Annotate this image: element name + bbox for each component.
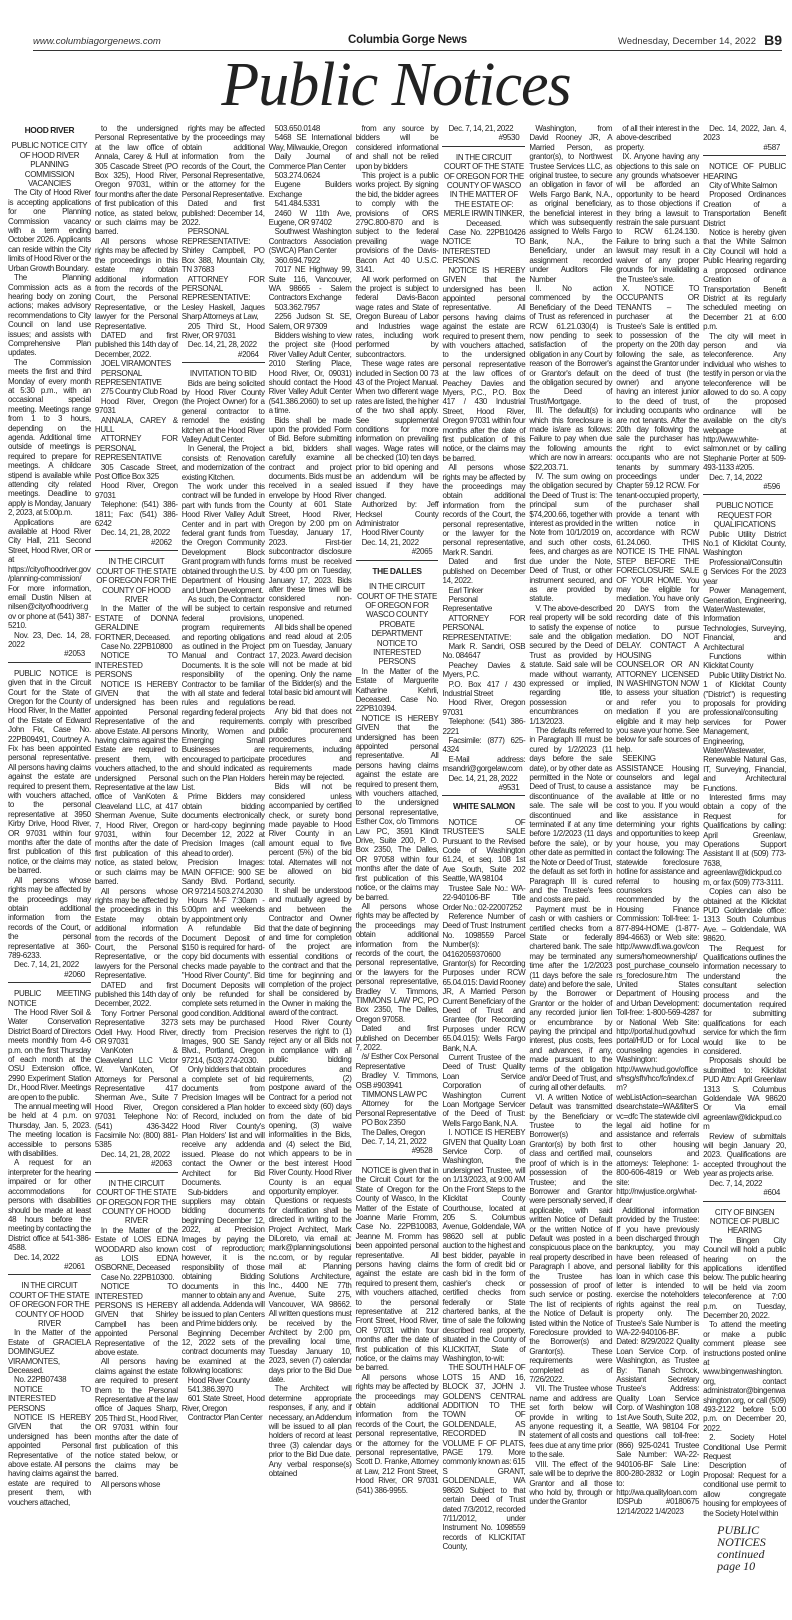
notice-paragraph: Dec. 14, 21, 28, 2022 [100,528,170,538]
notice-paragraph: The Hood River Soil & Water Conservation District Board of Directors meets monthly from 4-6 p.m. on the first Thursday of each month at the OSU Extension office, 2990 Experiment Station Dr., Hood River. Meetings are open to the public. [8,1007,91,1102]
notice-paragraph: Attorney for the Personal Representative [355,1099,439,1118]
section-title: Public Notices [221,51,571,119]
notice-paragraph: Additional information provided by the Trustee: If you have previously been discharged through bankruptcy, you may have been released of personal liability for this loan in which case this letter is intended to exercise the noteholders rights against the real property only. The Trustee's Sale Number is WA-22-940106-BF. Dated: 8/29/2022 Quality Loan Service Corp. of Washington, as Trustee By: Tianah Schrock, Assistant Secretary Trustee's Address: Quality Loan Service Corp. of Washington 108 1st Ave South, Suite 202, Seattle, WA 98104 For questions call toll-free: (866) 925-0241 Trustee Sale Number: WA-22-940106-BF Sale Line: 800-280-2832 or Login to: http://wa.qualityloan.com IDSPub #0180675 12/14/2022 1/4/2023 [616,1205,700,1516]
notice-paragraph: The defaults referred to in Paragraph III must be cured by 1/2/2023 (11 days before the sale date), or by other date as permitted in the Note or Deed of Trust, to cause a discontinuance of the sale. The sale will be discontinued and terminated if at any time before 1/2/2023 (11 days before the sale), or by other date as permitted in the Note or Deed of Trust, the default as set forth in Paragraph III is cured and the Trustee's fees and costs are paid. [529,726,613,905]
notice-paragraph: Dec. 7, 14, 2022 [709,472,763,482]
notice-number: #2063 [95,1159,178,1172]
notice-paragraph: Bidders wishing to view the project site (Hood River Valley Adult Center, 2010 Sterling Place, Hood River, Or, 09031) should contact the Hood River Valley Adult Center (541.386.2060) to set up a time. [268,330,352,416]
continued-note: PUBLIC NOTICES continued page 10 [717,1522,766,1573]
notice-paragraph: In the Matter of the ESTATE of DONNA GERALDINE FORTNER, Deceased. [94,604,178,642]
notice-paragraph: Functions within Klickitat County [703,651,787,671]
notice-paragraph: 7017 NE Highway 99, Suite 116, Vancouver, WA 98665 - Salem Contractors Exchange [268,265,352,303]
notice-paragraph: All persons whose rights may be affected by the proceedings in this estate may obtain additional information from the records of the Court, the Personal Representative, or the lawyer for the Personal Representative. [94,236,178,331]
notice-paragraph: 503.362.7957 [274,302,321,312]
notice-paragraph: Bids will not be considered unless accompanied by certified check, or surety bond made payable to Hood River County in an amount equal to five percent (5%) of the bid total. Alternates will not be allowed on bid security. [268,782,352,886]
notice-paragraph: 5468 SE International Way, Milwaukie, Oregon [268,133,352,152]
notice-paragraph: I. NOTICE IS HEREBY GIVEN that Quality Loan Service Corp. of Washington, the undersigned Trustee, will on 1/13/2023, at 9:00 AM On the Front Steps to the Klickitat County Courthouse, located at 205 S. Columbus Avenue, Goldendale, WA 98620 sell at public auction to the highest and best bidder, payable in the form of credit bid or cash bid in the form of cashier's check or certified checks from federally or State chartered banks, at the time of sale the following described real property, situated in the County of KLICKITAT, State of Washington, to-wit: [442,1128,526,1363]
notice-heading: CITY OF BINGEN NOTICE OF PUBLIC HEARING [709,1207,780,1236]
notice-paragraph: Dec. 14, 21, 28, 2022 [187,340,257,350]
notice-number: #2053 [8,649,91,662]
notice-paragraph: NOTICE TO INTERESTED PERSONS [8,1384,91,1413]
notice-paragraph: Copies can also be obtained at the Klickitat PUD Goldendale office: 1313 South Columbus Ave. – Goldendale, WA 98620. [703,887,787,944]
notice-number: #2064 [182,350,265,363]
notice-paragraph: Public Utility District No.1 of Klickitat County, Washington [703,529,787,558]
notice-paragraph: The Dalles, Oregon [361,1127,425,1137]
notice-paragraph: It shall be understood and mutually agreed by and between the Contractor and Owner that the date of beginning and time for completion of the project are essential conditions of the contract and that the time for beginning and completion of the project shall be considered by the Owner in making the award of the contract. [268,885,352,1018]
notice-number: #587 [703,143,786,156]
notice-paragraph: Tony Fortner Personal Representative 3273 Odell Hwy. Hood River, OR 97031 [94,1008,178,1046]
notice-paragraph: IX. Anyone having any objections to this sale on any grounds whatsoever will be afforded an opportunity to be heard as to those objections if they bring a lawsuit to restrain the sale pursuant to RCW 61.24.130. Failure to bring such a lawsuit may result in a waiver of any proper grounds for invalidating the Trustee's sale. [616,152,700,284]
notice-heading: INVITATION TO BID [189,369,257,379]
notice-paragraph: Telephone: (541) 386-1811; Fax: (541) 386-6242 [94,500,178,529]
notice-paragraph: A request for an interpreter for the hearing impaired or for other accommodations for persons with disabilities should be made at least 48 hours before the meeting by contacting the District office at 541-386-4588. [8,1158,91,1253]
notice-paragraph: Dec. 7, 14, 21, 2022 [448,124,514,133]
notice-paragraph: DATED and first published this 14th day of December, 2022. [94,330,178,359]
notice-paragraph: Sub-bidders and suppliers may obtain bidding documents beginning December 12, 2022, at Precision Images by paying the cost of reproduction; however, it is the responsibility of those obtaining Bidding documents in this manner to obtain any and all addenda. Addenda will be issued to plan Centers and Prime bidders only. [181,1187,265,1329]
newspaper-name: Columbia Gorge News [348,34,467,46]
region-heading: HOOD RIVER [24,125,75,135]
notice-paragraph: Hood River, Oregon 97031 [94,481,178,500]
notice-paragraph: Dated and first published on December 14, 2022. [442,557,526,586]
notice-paragraph: PUBLIC MEETING NOTICE [8,989,91,1008]
page-number: B9 [764,32,782,48]
notice-paragraph: Hood River County reserves the right to (1) reject any or all Bids not in compliance with all public bidding procedures and requirements, (2) postpone award of the Contract for a period not to exceed sixty (60) days from the date of bid opening, (3) waive informalities in the Bids, and (4) select the Bid, which appears to be in the best interest Hood River County. Hood River County is an equal opportunity employer. [268,1017,352,1196]
notice-paragraph: This project is a public works project. By signing the bid, the bidder agrees to comply with the provisions of ORS 279C.800-870 and is subject to the federal prevailing wage provisions of the Davis-Bacon Act 40 U.S.C. 3141. [355,171,439,275]
notice-number: #2062 [95,538,178,551]
notice-paragraph: 601 State Street, Hood River, Oregon [181,1394,265,1413]
notice-paragraph: 503.274.0624 [274,171,321,181]
notice-paragraph: II. No action commenced by the Beneficiary of the Deed of Trust as referenced in RCW 61.21.030(4) is now pending to seek satisfaction of the obligation in any Court by reason of the Borrower's or Grantor's default on the obligation secured by the Deed of Trust/Mortgage. [529,283,613,406]
notice-paragraph: Proposals should be submitted to: Klickitat PUD Attn: April Greenlaw 1313 S. Columbus Goldendale WA 98620 Or Via email agreenlaw@klickpud.com [703,1056,787,1132]
notice-paragraph: ATTORNEY FOR PERSONAL REPRESENTATIVE: [442,613,526,642]
notice-paragraph: from any source by bidders will be considered informational and shall not be relied upon by bidders [355,124,439,171]
notice-paragraph: The work under this contract will be funded in part with funds from the Hood River Valley Adult Center and in part with federal grant funds from the Oregon Community Development Block Grant program with funds obtained through the U.S. Department of Housing and Urban Development. [181,482,265,595]
notice-paragraph: Prime Bidders may obtain bidding documents electronically or hard-copy beginning December 12, 2022 at Precision Images (call ahead to order). [181,792,265,858]
notice-paragraph: Only bidders that obtain a complete set of bid documents from Precision Images will be considered a Plan holder of Record, included on Hood River County's Plan Holders' list and will receive any addenda issued. Please do not contact the Owner or Architect for Bid Documents. [181,1065,265,1188]
notice-paragraph: Any bid that does not comply with prescribed public procurement procedures and requirements, including procedures and requirements made herein may be rejected. [268,707,352,783]
notice-paragraph: Contractor Plan Center [187,1413,263,1423]
notice-paragraph: X. NOTICE TO OCCUPANTS OR TENANTS – The purchaser at the Trustee's Sale is entitled to possession of the property on the 20th day following the sale, as against the Grantor under the deed of trust (the owner) and anyone having an interest junior to the deed of trust, including occupants who are not tenants. After the 20th day following the sale the purchaser has the right to evict occupants who are not tenants by summary proceedings under Chapter 59.12 RCW. For tenant-occupied property, the purchaser shall provide a tenant with written notice in accordance with RCW 61.24.060. THIS NOTICE IS THE FINAL STEP BEFORE THE FORECLOSURE SALE OF YOUR HOME. You may be eligible for mediation. You have only 20 DAYS from the recording date of this notice to pursue mediation. DO NOT DELAY. CONTACT A HOUSING COUNSELOR OR AN ATTORNEY LICENSED IN WASHINGTON NOW to assess your situation and refer you to mediation if you are eligible and it may help you save your home. See below for safe sources of help. [616,283,700,754]
notice-paragraph: All persons whose rights may be affected by the proceedings may obtain additional information from the records of the court, the personal representative, or the lawyers for the personal representative, Bradley V. Timmons, TIMMONS LAW PC, PO Box 2350, The Dalles, Oregon 97058. [355,901,439,1024]
notice-paragraph: Public Utility District No. 1 of Klickitat County ("District") is requesting proposals for providing professional/consulting services for Power Management, Engineering, Water/Wastewater, Renewable Natural Gas, IT, Surveying, Financial, and Architectural Functions. [703,670,787,793]
notice-paragraph: to the undersigned Personal Representative at the law office of Annala, Carey & Hull at 305 Cascade Street (PO Box 325), Hood River, Oregon 97031, within four months after the date of first publication of this notice, as stated below, or such claims may be barred. [94,124,178,237]
notice-paragraph: The Bingen City Council will hold a public hearing on the applications identified below. The public hearing will be held via zoom teleconference at 7:00 p.m. on Tuesday, December 20, 2022. [703,1235,787,1320]
region-heading: THE DALLES [372,565,422,576]
notice-paragraph: Telephone: (541) 386-2221 [442,717,526,736]
notice-paragraph: 541.386.3970 [187,1385,234,1395]
notice-paragraph: In the Matter of the Estate of Marguerite Katharine Kehrli, Deceased. Case No. 22PB10394. [355,666,439,714]
notice-paragraph: The City of Hood River is accepting applications for one Planning Commission vacancy with a term ending October 2026. Applicants can reside within the City limits of Hood River or the Urban Growth Boundary. [8,188,91,273]
notice-paragraph: NOTICE is given that in the Circuit Court for the State of Oregon for the County of Wasco, In the Matter of the Estate of Joanne Marie Fromm, Case No. 22PB10083, Jeanne M. Fromm has been appointed personal representative. All persons having claims against the estate are required to present them, with vouchers attached, to the personal representative at 212 Front Street, Hood River, OR 97031 within four months after the date of first publication of this notice, or the claims may be barred. [355,1165,439,1373]
notice-paragraph: Power Management, Generation, Engineering, Water/Wastewater, Information Technologies, Surveying, Financial, and Architectural [703,586,787,652]
notice-paragraph: Case No. 22PB10426 NOTICE TO INTERESTED PERSONS [442,228,526,266]
notice-paragraph: NOTICE TO INTERESTED PERSONS IS HEREBY GIVEN that Shirley Campbell has been appointed Personal Representative of the above estate. [94,1282,178,1357]
notice-paragraph: Bradley V. Timmons, OSB #903941 [355,1071,439,1090]
notice-paragraph: NOTICE OF TRUSTEE'S SALE Pursuant to the Revised Code of Washington 61.24, et seq. 108 1st Ave South, Suite 202 Seattle, WA 98104 [442,817,526,884]
notice-paragraph: PUBLIC NOTICE is given that in the Circuit Court for the State of Oregon for the County of Hood River, In the Matter of the Estate of Edward John Fix, Case No. 22PB09491, Courtney A. Fix has been appointed personal representative. All persons having claims against the estate are required to present them, with vouchers attached, to the personal representative at 3950 Kirby Drive, Hood River, OR 97031 within four months after the date of first publication of this notice, or the claims may be barred. [8,668,91,876]
notice-heading: PUBLIC NOTICE CITY OF HOOD RIVER PLANNING COMMISSION VACANCIES [11,141,88,189]
notice-number: #2061 [8,1262,91,1275]
notice-paragraph: rights may be affected by the proceedings may obtain additional information from the records of the Court, the Personal Representative, or the attorney for the Personal Representative. [181,124,265,199]
notice-paragraph: 2460 W 11th Ave, Eugene, OR 97402 [268,208,352,228]
notice-paragraph: PO Box 2350 [361,1118,406,1128]
column-4 [269,124,352,1479]
notice-paragraph: To attend the meeting or make a public comment please see instructions posted online at www.bingenwashington.org, contact administrator@bingenwashington.org, or call (509) 493-2122 before 5:00 p.m. on December 20, 2022. [703,1320,787,1433]
notice-paragraph: Dec. 7, 14, 21, 2022 [14,960,79,970]
notice-paragraph: All persons whose rights may be affected by the proceedings may obtain additional information from the records of the Court, the personal representative, or the attorney for the personal representative, Scott D. Franke, Attorney at Law, 212 Front Street, Hood River, OR 97031 (541) 386-9955. [355,1372,439,1495]
notice-paragraph: V. The above-described real property will be sold to satisfy the expense of sale and the obligation secured by the Deed of Trust as provided by statute. Said sale will be made without warranty, expressed or implied, regarding title, possession or encumbrances on 1/13/2023. [529,603,613,726]
notice-paragraph: NOTICE IS HEREBY GIVEN that the undersigned has been appointed Personal Representative of the above Estate. All persons having claims against the Estate are required to present them, with vouchers attached, to the undersigned Personal Representative at the law office of VanKoten & Cleaveland LLC, at 417 Sherman Avenue, Suite 7, Hood River, Oregon 97031, within four months after the date of first publication of this notice, as stated below, or such claims may be barred. [94,679,178,887]
notice-paragraph: The Architect will determine appropriate responses, if any, and if necessary, an Addendum will be issued to all plan holders of record at least three (3) calendar days prior to the Bid Due date. Any verbal response(s) obtained [268,1384,352,1479]
notice-paragraph: Southwest Washington Contractors Association (SWCA) Plan Center [268,227,352,256]
notice-paragraph: All persons whose rights may be affected by the proceedings in this Estate may obtain additional information from the records of the Court, the Personal Representative, or the lawyers for the Personal Representative. [94,886,178,981]
notice-paragraph: Professional/Consulting Services For the 2023 year [703,557,787,586]
notice-number: #2065 [356,547,439,560]
notice-paragraph: All persons having claims against the estate are required to present them to the Personal Representative at the law office of Jaques Sharp, 205 Third St., Hood River, OR 97031 within four months after the date of first publication of this notice stated below, or the claims may be barred. [94,1357,178,1480]
notice-paragraph: Dec. 14, 21, 2022 [361,537,419,547]
notice-paragraph: Washington, from David Rooney JR, A Married Person, as grantor(s), to Northwest Trustee Services LLC, as original trustee, to secure an obligation in favor of Wells Fargo Bank, N.A., as original beneficiary, the beneficial interest in which was subsequently assigned to Wells Fargo Bank, N.A., the Beneficiary, under an assignment recorded under Auditors File Number [529,124,613,284]
notice-paragraph: Case No. 22PB10800 [100,641,173,651]
notice-paragraph: Peachey Davies & Myers, P.C. [442,660,526,680]
notice-number: #9528 [356,1146,439,1159]
notice-paragraph: The Planning Commission acts as a hearing body on zoning actions; makes advisory recommendations to City Council on land use issues; and assists with Comprehensive Plan updates. [8,273,91,358]
notice-heading: NOTICE TO INTERESTED PERSONS [373,638,421,667]
notice-heading: IN THE CIRCUIT COURT OF THE STATE OF OREGON FOR THE COUNTY OF WASCO [443,152,524,191]
notice-columns [8,124,786,1572]
notice-paragraph: Interested firms may obtain a copy of the Request for Qualifications by calling: April Greenlaw, Operations Support Assistant II at (509) 773-7638, agreenlaw@klickpud.com, or fax (509) 773-3111. [703,793,787,887]
notice-number: #604 [703,1188,786,1201]
notice-paragraph: 503.650.0148 [274,124,321,133]
notice-paragraph: IV. The sum owing on the obligation secured by the Deed of Trust is: The principal sum of $74,200.66, together with interest as provided in the Note from 10/1/2019 on, and such other costs, fees, and charges as are due under the Note, Deed of Trust, or other instrument secured, and as are provided by statute. [529,472,613,604]
notice-paragraph: The Commission meets the first and third Monday of every month at 5:30 p.m., with an occasional special meeting. Meetings range from 1 to 3 hours, depending on the agenda. Additional time outside of meetings is required to prepare for meetings. A childcare stipend is available while attending city related meetings. Deadline to apply is Monday, January 2, 2023, at 5:00p.m. [8,357,91,518]
notice-paragraph: ATTORNEY FOR PERSONAL REPRESENTATIVE [94,434,178,463]
page-header [33,34,782,51]
notice-paragraph: PERSONAL REPRESENTATIVE: Shirley Campbell, PO Box 388, Mountain City, TN 37683 [181,227,265,275]
notice-paragraph: Dec. 7, 14, 2022 [709,1178,763,1188]
notice-paragraph: 305 Cascade Street, Post Office Box 325 [94,462,178,482]
notice-paragraph: Trustee Sale No.: WA-22-940106-BF Title Order No.: 02-22007252 [442,883,526,912]
notice-paragraph: Authorized by: Jeff Hecksel County Administrator [355,500,439,529]
notice-paragraph: Hood River, Oregon 97031 [94,396,178,416]
notice-paragraph: Applications are available at Hood River City Hall, 211 Second Street, Hood River, OR or at https://cityofhoodriver.gov/planning-commission/ For more information, email Dustin Nilsen at nilsen@cityofhoodriver.gov or phone at (541) 387-5210. [8,517,91,631]
notice-paragraph: All persons whose rights may be affected by the proceedings may obtain additional information from the records of the Court, the personal representative, or the lawyer for the personal representative, Mark R. Sandri. [442,463,526,557]
notice-paragraph: In the Matter of the Estate of GRACIELA DOMINGUEZ VIRAMONTES, Deceased. [8,1328,91,1375]
notice-paragraph: NOTICE TO INTERESTED PERSONS [94,651,178,680]
notice-paragraph: Notice is hereby given that the White Salmon City Council will hold a Public Hearing regarding a proposed ordinance Creation of a Transportation Benefit District at its regularly scheduled meeting on December 21 at 6:00 p.m. [703,228,787,332]
notice-paragraph: TIMMONS LAW PC [361,1090,428,1100]
notice-paragraph: 541.484.5331 [274,199,321,209]
notice-paragraph: SEEKING ASSISTANCE Housing counselors and legal assistance may be available at little or no cost to you. If you would like assistance in determining your rights and opportunities to keep your house, you may contact the following: The statewide foreclosure hotline for assistance and referral to housing counselors recommended by the Housing Finance Commission: Toll-free: 1-877-894-HOME (1-877-894-4663) or Web site: http://www.dfi.wa.gov/consumers/homeownership/post_purchase_counselors_foreclosure.htm The United States Department of Housing and Urban Development: Toll-free: 1-800-569-4287 or National Web Site: http://portal.hud.gov/hudportal/HUD or for Local counseling agencies in Washington: http://www.hud.gov/offices/hsg/sfh/hcc/fc/index.cfm?webListAction=searchandsearchstate=WA&filterSvc=dfc The statewide civil legal aid hotline for assistance and referrals to other housing counselors and attorneys: Telephone: 1-800-606-4819 or Web site: http://nwjustice.org/what-clear [616,754,700,1206]
notice-paragraph: Eugene Builders Exchange [268,180,352,199]
notice-paragraph: The city will meet in person and via teleconference. Any individual who wishes to testify in person or via the teleconference will be allowed to do so. A copy of the proposed ordinance will be available on the city's webpage at http://www.white-salmon.net or by calling Stephanie Porter at 509-493-1133 #205. [703,331,787,473]
notice-paragraph: Hood River, Oregon 97031 [442,698,526,717]
notice-paragraph: In General, the Project consists of: Renovation and modernization of the existing Kitchen. [181,444,265,482]
notice-paragraph: Payment must be in cash or with cashiers or certified checks from a State or federally chartered bank. The sale may be terminated any time after the 1/2/2023 (11 days before the sale date) and before the sale, by the Borrower or Grantor or the holder of any recorded junior lien or encumbrance by paying the principal and interest, plus costs, fees and advances, if any, made pursuant to the terms of the obligation and/or Deed of Trust, and curing all other defaults. [529,904,613,1093]
column-3 [182,124,265,1423]
column-8 [616,124,699,1516]
notice-paragraph: Beginning December 12, 2022 sets of the contract documents may be examined at the following locations: [181,1328,265,1376]
notice-paragraph: Hours M-F 7:30am - 5:00pm and weekends by appointment only [181,895,265,924]
notice-paragraph: Daily Journal of Commerce Plan Center [268,152,352,171]
notice-paragraph: 2256 Judson St. SE, Salem, OR 97309 [268,312,352,331]
notice-paragraph: Bids shall be made upon the provided Form of Bid. Before submitting a bid, bidders shall carefully examine all contract and project documents. Bids must be received in a sealed envelope by Hood River County at 601 State Street, Hood River, Oregon by 2:00 pm on Tuesday, January 17, 2023. First-tier subcontractor disclosure forms must be received by 4:00 pm on Tuesday, January 17, 2023. Bids after these times will be considered non-responsive and returned unopened. [268,415,352,623]
notice-paragraph: E-Mail address: msandri@gorgelaw.com [442,754,526,774]
notice-number: #9531 [442,783,525,796]
notice-paragraph: Dec. 14, 21, 28, 2022 [448,773,518,783]
notice-paragraph: Mark R. Sandri, OSB No. 084647 [442,641,526,661]
notice-paragraph: No. 22PB07438 [14,1375,67,1385]
notice-paragraph: As such, the Contractor will be subject to certain federal provisions, program requirements and reporting obligations as outlined in the Project Manual and Contract Documents. It is the sole responsibility of the Contractor to be familiar with all state and federal rules and regulations regarding federal projects and requirements. Minority, Women and Emerging Small Businesses are encouraged to participate and should indicated as such on the Plan Holders List. [181,594,265,793]
column-5 [356,124,439,1495]
notice-paragraph: 360.694.7922 [274,255,321,265]
notice-paragraph: Nov. 23, Dec. 14, 28, 2022 [8,630,91,649]
notice-number: #9530 [442,133,525,146]
notice-paragraph: All persons whose rights may be affected by the proceedings may obtain additional information from the records of the Court, or the personal representative at 360-789-6233. [8,875,91,960]
notice-paragraph: Dated and first published: December 14, 2022. [181,199,265,228]
notice-paragraph: Dec. 14, 2022 [14,1252,60,1262]
notice-paragraph: ANNALA, CAREY & HULL [94,415,178,434]
notice-paragraph: JOEL VIRAMONTES [100,359,171,369]
column-2 [95,124,178,1489]
notice-paragraph: Dated and first published on December 7, 2022. [355,1024,439,1052]
notice-paragraph: All bids shall be opened and read aloud at 2:05 pm on Tuesday, January 17, 2023. Award decision will not be made at bid opening. Only the name of the Bidder(s) and the total basic bid amount will be read. [268,622,352,707]
notice-paragraph: III. The default(s) for which this foreclosure is made is/are as follows: Failure to pay when due the following amounts which are now in arrears: $22,203.71. [529,406,613,472]
notice-paragraph: Description of Proposal: Request for a conditional use permit to allow congregate housing for employees of the Society Hotel within [703,1461,787,1518]
notice-paragraph: Proposed Ordinances Creation of a Transportation Benefit District [703,190,787,228]
notice-paragraph: /s/ Esther Cox Personal Representative [355,1052,439,1071]
region-heading: WHITE SALMON [453,801,515,812]
notice-heading: IN THE CIRCUIT COURT OF THE STATE OF OREGON FOR THE COUNTY OF HOOD RIVER [96,1178,177,1226]
notice-paragraph: These wage rates are included in Section 00 73 43 of the Project Manual. When two different wage rates are listed, the higher of the two shall apply. See supplemental conditions for more information on prevailing wages. Wage rates will be checked (10) ten days prior to bid opening and an addendum will be issued if they have changed. [355,359,439,500]
notice-paragraph: Precision Images: MAIN OFFICE: 900 SE Sandy Blvd. Portland, OR 97214 503.274.2030 [181,858,265,896]
notice-heading: IN THE MATTER OF THE ESTATE OF: MERLE IRWIN TINKER, Deceased. [443,190,525,228]
notice-paragraph: 2. Society Hotel Conditional Use Permit Request [703,1433,787,1462]
column-6 [442,124,525,1552]
notice-paragraph: Hood River County [187,1375,250,1385]
notice-paragraph: City of White Salmon [709,181,777,191]
notice-paragraph: The Request for Qualifications outlines the information necessary to understand the consultant selection process and the documentation required for submitting qualifications for each service for which the firm would like to be considered. [703,943,787,1056]
notice-paragraph: NOTICE IS HEREBY GIVEN that the undersigned has been appointed personal representative. All persons having claims against the estate are required to present them, with vouchers attached, to the undersigned personal representative at the law offices of Peachey Davies and Myers, P.C., P.O. Box 417 / 430 Industrial Street, Hood River, Oregon 97031 within four months after the date of first publication of this notice, or the claims may be barred. [442,265,526,463]
notice-paragraph: NOTICE OF PUBLIC HEARING [703,162,787,181]
notice-number: #596 [703,482,786,495]
notice-paragraph: Dec. 14, 2022, Jan. 4, 2023 [703,124,787,143]
issue-date: Wednesday, December 14, 2022 [617,36,756,47]
notice-heading: IN THE CIRCUIT COURT OF THE STATE OF OREGON FOR WASCO COUNTY PROBATE DEPARTMENT [356,582,438,639]
notice-paragraph: Hood River County [361,528,424,538]
notice-paragraph: A refundable Bid Document Deposit of $150 is required for hard-copy bid documents with checks made payable to "Hood River County". Bid Document Deposits will only be refunded for complete sets returned in good condition. Additional sets may be purchased directly from Precision Images, 900 SE Sandy Blvd., Portland, Oregon 97214, (503) 274-2030. [181,924,265,1065]
notice-paragraph: Personal Representative [442,594,493,614]
notice-paragraph: Review of submittals will begin January 20, 2023. Qualifications are accepted throughout the year as projects arise. [703,1131,787,1179]
notice-paragraph: Bids are being solicited by Hood River County (the Project Owner) for a general contractor to remodel the existing kitchen at the Hood River Valley Adult Center. [181,378,265,444]
notice-paragraph: VII. The Trustee whose name and address are set forth below will provide in writing to anyone requesting it, a statement of all costs and fees due at any time prior to the sale. [529,1384,613,1460]
notice-paragraph: In the Matter of the Estate of LOIS EDNA WOODARD also known as LOIS EDNA OSBORNE, Deceased [94,1225,178,1273]
notice-paragraph: The annual meeting will be held at 4 p.m. on Thursday, Jan. 5, 2023. The meeting location is accessible to persons with disabilities. [8,1102,91,1159]
notice-paragraph: VI. A written Notice of Default was transmitted by the Beneficiary or Trustee to the Borrower(s) and Grantor(s) by both first class and certified mail, proof of which is in the possession of the Trustee; and the Borrower and Grantor were personally served, if applicable, with said written Notice of Default or the written Notice of Default was posted in a conspicuous place on the real property described in Paragraph I above, and the Trustee has possession of proof of such service or posting. The list of recipients of the Notice of Default is listed within the Notice of Foreclosure provided to the Borrower(s) and Grantor(s). These requirements were completed as of 7/26/2022. [529,1092,613,1385]
notice-paragraph: VanKoten & Cleaveland LLC Victor W. VanKoten, Of Attorneys for Personal Representative 417 Sherman Ave., Suite 7 Hood River, Oregon 97031 Telephone No: (541) 436-3422 Facsimile No: (800) 881-5385 [94,1046,178,1150]
notice-paragraph: DATED and first published this 14th day of December, 2022. [94,980,178,1009]
notice-paragraph: VIII. The effect of the sale will be to deprive the Grantor and all those who hold by, through or under the Grantor [529,1459,613,1507]
notice-paragraph: P.O. Box 417 / 430 Industrial Street [442,679,526,698]
notice-paragraph: 205 Third St., Hood River, OR 97031 [181,321,265,340]
notice-paragraph: of all their interest in the above-described property. [616,124,700,152]
notice-paragraph: Case No. 22PB10300. [100,1272,175,1282]
notice-paragraph: All work performed on the project is subject to federal Davis-Bacon wage rates and State of Oregon Bureau of Labor and Industries wage rates, including work performed by subcontractors. [355,274,439,359]
column-9 [703,124,786,1572]
notice-heading: IN THE CIRCUIT COURT OF THE STATE OF OREGON FOR THE COUNTY OF HOOD RIVER [9,1281,90,1328]
notice-paragraph: NOTICE IS HEREBY GIVEN that the undersigned has been appointed personal representative. All persons having claims against the estate are required to present them, with vouchers attached, to the undersigned personal representative, Esther Cox, c/o Timmons Law PC, 3591 Klindt Drive, Suite 200, P. O. Box 2350, The Dalles, OR 97058 within four months after the date of first publication of this notice, or the claims may be barred. [355,713,439,902]
notice-number: #2060 [8,970,91,983]
notice-paragraph: 275 Country Club Road [100,387,178,397]
notice-paragraph: Questions or requests for clarification shall be directed in writing to the Project Architect, Mark DiLoreto, via email at: mark@planningsolutionsinc.com, or by regular mail at: Planning Solutions Architecture, Inc., 4400 NE 77th Avenue, Suite 275, Vancouver, WA 98662. All written questions must be received by the Architect by 2:00 pm, prevailing local time, Tuesday January 10, 2023, seven (7) calendar days prior to the Bid Due date. [268,1196,352,1385]
notice-paragraph: Earl Tinker [448,585,484,595]
notice-paragraph: All persons whose [100,1479,161,1489]
website-url: www.columbiagorgenews.com [33,36,161,47]
notice-paragraph: ATTORNEY FOR PERSONAL REPRESENTATIVE: Lesley Haskell, Jaques Sharp Attorneys at Law, [181,274,265,322]
column-7 [529,124,612,1507]
notice-paragraph: Dec. 14, 21, 28, 2022 [100,1149,170,1159]
notice-paragraph: Dec. 7, 14, 21, 2022 [361,1137,427,1147]
notice-paragraph: Current Trustee of the Deed of Trust: Quality Loan Service Corporation of Washington Current Loan Mortgage Servicer of the Deed of Trust: Wells Fargo Bank, N.A. [442,1053,526,1128]
notice-heading: IN THE CIRCUIT COURT OF THE STATE OF OREGON FOR THE COUNTY OF HOOD RIVER [96,557,177,604]
notice-paragraph: Facsimile: (877) 625-4324 [442,736,526,755]
notice-paragraph: NOTICE IS HEREBY GIVEN that the undersigned has been appointed Personal Representative of the above estate. All persons having claims against the estate are required to present them, with vouchers attached, [8,1413,91,1507]
notice-paragraph: PERSONAL REPRESENTATIVE [94,368,162,387]
notice-paragraph: Reference Number of Deed of Trust: Instrument No. 1098559 Parcel Number(s): 04162059370600 Grantor(s) for Recording Purposes under RCW 65.04.015: David Rooney JR, A Married Person Current Beneficiary of the Deed of Trust and Grantee (for Recording Purposes under RCW 65.04.015): Wells Fargo Bank, N.A. [442,911,526,1053]
notice-paragraph: THE SOUTH HALF OF LOTS 15 AND 16, BLOCK 37, JOHN J. GOLDEN'S CENTRAL ADDITION TO THE TOWN OF GOLDENDALE, AS RECORDED IN VOLUME F OF PLATS, PAGE 179. More commonly known as: 615 S GRANT, GOLDENDALE, WA 98620 Subject to that certain Deed of Trust dated 7/3/2012, recorded 7/11/2012, under Instrument No. 1098559 records of KLICKITAT County, [442,1363,526,1552]
column-1 [8,124,91,1507]
notice-heading: PUBLIC NOTICE REQUEST FOR QUALIFICATIONS [713,501,776,530]
